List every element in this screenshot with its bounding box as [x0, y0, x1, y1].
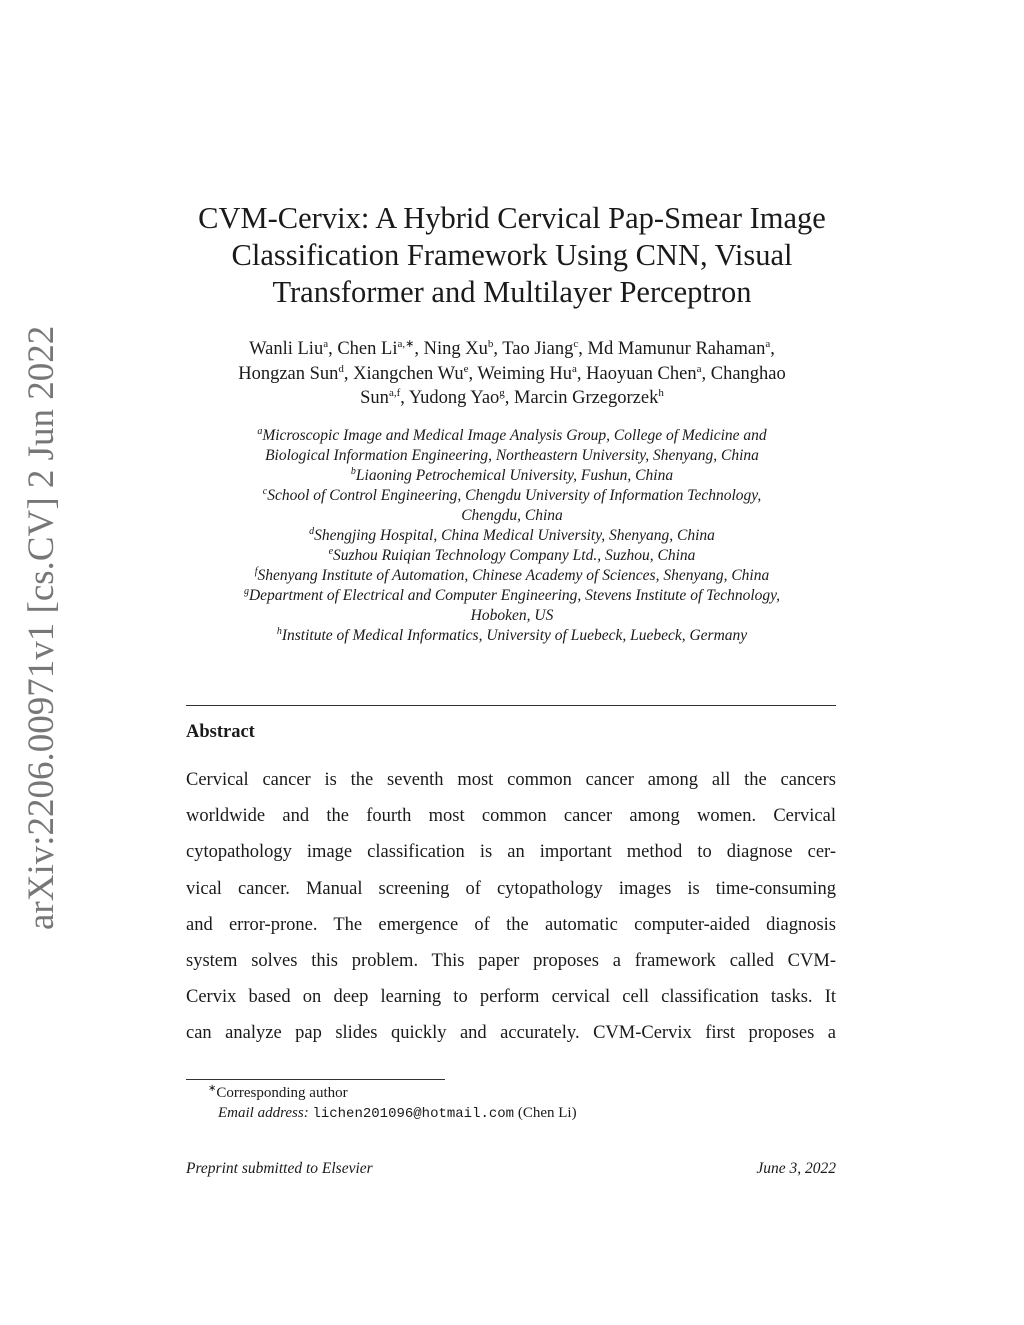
email-link[interactable]: lichen201096@hotmail.com — [312, 1106, 515, 1122]
abstract-line: and error-prone. The emergence of the automatic computer-aided diagnosis — [186, 914, 836, 935]
abstract-line: cytopathology image classification is an important method to diagnose cer- — [186, 842, 836, 863]
affiliation-g — [180, 586, 844, 606]
affiliation-text: Microscopic Image and Medical Image Analysis Group, College of Medicine and — [262, 427, 767, 444]
email-owner: (Chen Li) — [517, 1105, 577, 1121]
affiliation-sup: f — [254, 565, 258, 577]
author-sup: h — [658, 386, 664, 399]
author-name: Changhao — [710, 363, 786, 384]
affiliation-sup: a — [257, 425, 263, 437]
affiliation-c — [180, 486, 844, 506]
affiliation-f — [180, 566, 844, 586]
affiliation-a — [180, 426, 844, 446]
author-sup: a — [765, 337, 771, 350]
title-line: Classification Framework Using CNN, Visual — [231, 238, 793, 272]
abstract-line: worldwide and the fourth most common cancer among women. Cervical — [186, 806, 836, 827]
author-sup: d — [338, 362, 344, 375]
affiliation-h — [180, 626, 844, 646]
author-name: Wanli Liu — [249, 339, 324, 359]
author-name: Chen Li — [337, 339, 398, 359]
abstract-line: Cervical cancer is the seventh most common cancer among all the cancers — [186, 770, 836, 790]
affiliation-text: School of Control Engineering, Chengdu University of Information Technology, — [267, 487, 762, 504]
author-name: Sun — [360, 388, 389, 408]
affiliation-c-cont: Chengdu, China — [461, 507, 563, 524]
author-name: Xiangchen Wu — [353, 363, 464, 384]
author-name: Hongzan Sun — [238, 363, 339, 384]
title-line: Transformer and Multilayer Perceptron — [272, 275, 752, 309]
abstract-line: vical cancer. Manual screening of cytopathology images is time-consuming — [186, 878, 836, 899]
author-sup: g — [499, 386, 505, 399]
affiliation-a-cont: Biological Information Engineering, Northeastern University, Shenyang, China — [265, 447, 759, 464]
affiliation-text: Shenyang Institute of Automation, Chinese Academy of Sciences, Shenyang, China — [257, 567, 770, 584]
author-name: Md Mamunur Rahaman — [587, 339, 766, 359]
email-label: Email address: — [218, 1105, 309, 1121]
affiliation-d — [180, 526, 844, 546]
author-sup: a — [323, 337, 329, 350]
author-sup: c — [573, 337, 579, 350]
author-sup: b — [487, 337, 494, 350]
preprint-note: Preprint submitted to Elsevier — [186, 1160, 373, 1177]
footnote-divider — [186, 1079, 445, 1080]
affiliation-text: Institute of Medical Informatics, University of Luebeck, Luebeck, Germany — [281, 627, 748, 644]
author-sup: e — [463, 362, 469, 375]
abstract-line: can analyze pap slides quickly and accurately. CVM-Cervix first proposes a — [186, 1023, 836, 1044]
author-line: Hongzan Sun$^d$, Xiangchen Wu$^e$, Weiming Hu$^a$, Haoyuan Chen$^a$, Changhao — [238, 362, 786, 384]
author-name: Tao Jiang — [502, 339, 574, 359]
title-line: CVM-Cervix: A Hybrid Cervical Pap-Smear Image — [198, 201, 826, 235]
footnote-sup: ∗ — [208, 1083, 217, 1094]
affiliation-text: Shengjing Hospital, China Medical University, Shenyang, China — [314, 527, 715, 544]
author-line: Sun$^{a,f}$, Yudong Yao$^g$, Marcin Grzegorzek$^h$ — [360, 386, 664, 408]
author-name: Marcin Grzegorzek — [514, 388, 659, 408]
affiliation-list — [180, 426, 844, 646]
author-sup: a — [696, 362, 702, 375]
affiliation-text: Department of Electrical and Computer Engineering, Stevens Institute of Technology, — [248, 587, 781, 604]
author-name: Yudong Yao — [408, 388, 500, 408]
author-sup: a — [572, 362, 577, 375]
author-line: Wanli Liu$^a$, Chen $Li^{a,∗}$, Ning Xu$^b$, Tao Jiang$^c$, Md Mamunur Rahaman$^a$, — [249, 337, 775, 359]
footnote-email — [218, 1103, 577, 1124]
abstract-body — [186, 762, 836, 1052]
author-sup: a,∗ — [397, 337, 415, 350]
abstract-line: system solves this problem. This paper proposes a framework called CVM- — [186, 951, 836, 972]
abstract-line: Cervix based on deep learning to perform cervical cell classification tasks. It — [186, 987, 836, 1008]
affiliation-sup: c — [262, 485, 268, 497]
author-name: Ning Xu — [423, 339, 488, 359]
abstract-heading: Abstract — [186, 722, 255, 742]
paper-title — [180, 200, 844, 311]
abstract-divider — [186, 705, 836, 706]
author-sup: a,f — [388, 386, 401, 399]
affiliation-e — [180, 546, 844, 566]
affiliation-text: Suzhou Ruiqian Technology Company Ltd., Suzhou, China — [333, 547, 696, 564]
author-list — [180, 337, 844, 411]
affiliation-text: Liaoning Petrochemical University, Fushun, China — [355, 467, 674, 484]
affiliation-g-cont: Hoboken, US — [470, 607, 554, 624]
author-name: Haoyuan Chen — [586, 363, 697, 384]
affiliation-sup: b — [350, 465, 356, 477]
author-name: Weiming Hu — [477, 363, 572, 384]
affiliation-sup: h — [276, 625, 282, 637]
footnote-text: Corresponding author — [216, 1085, 348, 1101]
affiliation-sup: e — [328, 545, 334, 557]
affiliation-sup: g — [243, 585, 249, 597]
preprint-date: June 3, 2022 — [756, 1160, 836, 1177]
affiliation-b — [180, 466, 844, 486]
affiliation-sup: d — [309, 525, 315, 537]
footnote-corresponding — [208, 1083, 348, 1103]
arxiv-identifier[interactable]: arXiv:2206.00971v1 [cs.CV] 2 Jun 2022 — [21, 325, 62, 930]
